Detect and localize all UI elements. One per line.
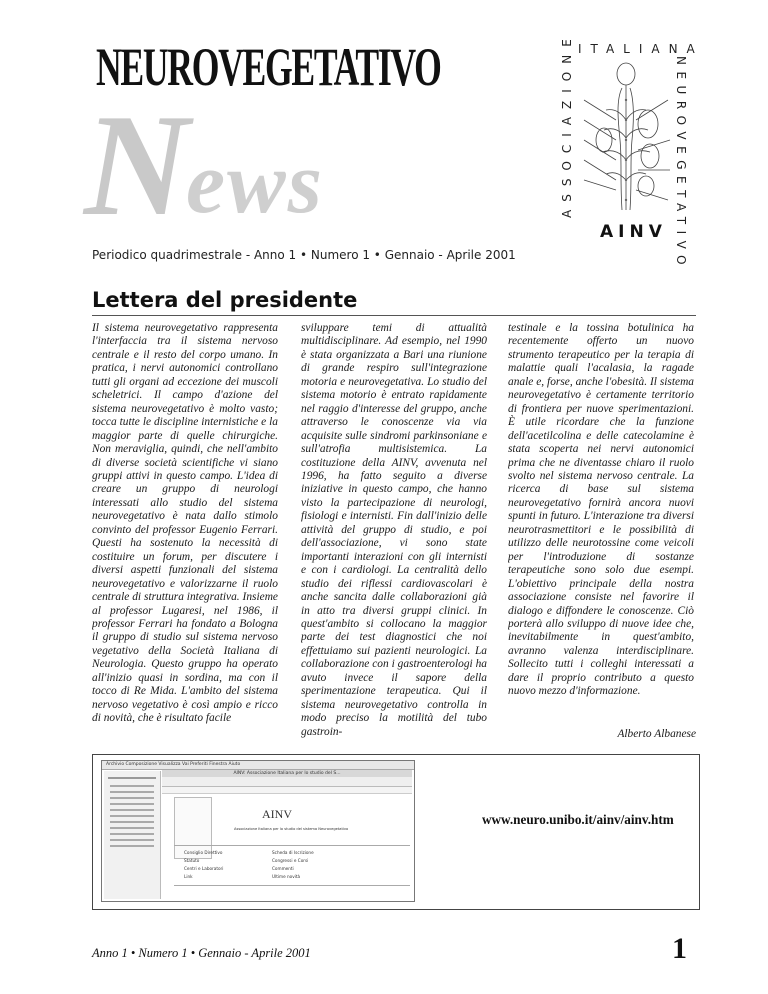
logo-acronym: AINV [600, 222, 667, 242]
article-column-3 [508, 322, 694, 726]
browser-toolbar [162, 777, 412, 787]
website-links-left [184, 849, 223, 881]
anatomy-figure-icon [576, 60, 682, 220]
masthead-subtitle: Periodico quadrimestrale - Anno 1 • Numero 1 • Gennaio - Aprile 2001 [92, 248, 516, 262]
website-link[interactable]: Ultime novità [272, 874, 301, 879]
website-divider [174, 845, 410, 846]
article-headline: Lettera del presidente [92, 288, 358, 312]
logo-top-text: ITALIANA [578, 42, 704, 56]
website-link[interactable]: Congressi e Corsi [272, 858, 309, 863]
browser-window-title: AINV: Associazione Italiana per lo studio del S... [162, 770, 412, 777]
website-link[interactable]: Centri e Laboratori [184, 866, 224, 871]
website-link[interactable]: Statuto [184, 858, 200, 863]
footer-issue: Anno 1 • Numero 1 • Gennaio - Aprile 2001 [92, 946, 311, 960]
headline-divider [92, 315, 696, 316]
website-link[interactable]: Consiglio Direttivo [184, 850, 223, 855]
website-link[interactable]: Scheda di Iscrizione [272, 850, 314, 855]
masthead-big-ews: ews [186, 135, 324, 232]
browser-address-bar [162, 787, 412, 794]
column-text: Il sistema neurovegetativo rappresenta l'interfaccia tra il sistema nervoso centrale e il resto del corpo umano. In pratica, i nervi autonomici controllano tutti gli organi ad eccezione dei muscoli scheletrici. Il campo d'azione del sistema neurovegetativo è molto vasto; tocca tutte le discipline internistiche e la maggior parte di quelle chirurgiche. Non meraviglia, quindi, che nell'ambito di diverse società scientifiche vi siano gruppi attivi in questo campo. L'idea di creare un gruppo di neurologi interessati allo studio del sistema neurovegetativo è nata dallo stimolo convinto del professor Eugenio Ferrari. Questi ha sostenuto la necessità di costituire un forum, per discutere i diversi aspetti funzionali del sistema neurovegetativo e valorizzarne il ruolo centrale di struttura integrativa. Insieme al professor Lugaresi, nel 1986, il professor Ferrari ha fondato a Bologna il gruppo di studio sul sistema nervoso vegetativo della Società Italiana di Neurologia. Questo gruppo ha operato all'inizio quasi in sordina, ma con il tocco di Re Mida. L'ambito del sistema nervoso vegetativo è così ampio e ricco di novità, che è risultato facile [92, 322, 278, 725]
page-number: 1 [672, 932, 687, 965]
logo-left-text: ASSOCIAZIONE [560, 31, 574, 218]
article-column-2 [301, 322, 487, 756]
masthead-big-n: N [84, 84, 186, 246]
column-text: testinale e la tossina botulinica ha recentemente offerto un nuovo strumento terapeutico per la terapia di malattie quali l'acalasia, la ragade anale e, forse, anche l'obesità. Il sistema neurovegetativo è certamente territorio di frontiera per nuove sperimentazioni. È utile ricordare che la funzione dell'acetilcolina e delle catecolamine è stata scoperta nei nervi autonomici prima che ne diventasse chiaro il ruolo svolto nel sistema nervoso centrale. La ricerca di base sul sistema neurovegetativo fornirà ancora nuovi spunti in futuro. L'interazione tra diversi neurotrasmettitori e le possibilità di utilizzo delle neurotossine come veicoli per l'introduzione di sostanze terapeutiche sono solo due esempi. L'obiettivo principale della nostra associazione consiste nel favorire il dialogo e diffondere le conoscenze. Ciò porterà allo sviluppo di nuove idee che, inevitabilmente in quest'ambito, avranno valenza interdisciplinare. Sollecito tutti i colleghi interessati a dare il proprio contributo a questo nuovo mezzo d'informazione. [508, 322, 694, 698]
website-link[interactable]: Link [184, 874, 193, 879]
column-text: sviluppare temi di attualità multidisciplinare. Ad esempio, nel 1990 è stata organizzata a Bari una riunione di grande respiro sull'integrazione motoria e neurovegetativa. Lo studio del sistema motorio è entrato rapidamente nel raggio d'interesse del gruppo, anche attraverso le conoscenze via via acquisite sulle sindromi parkinsoniane e sull'atrofia multisistemica. La costituzione della AINV, avvenuta nel 1996, ha fatto seguito a diverse iniziative in questo campo, che hanno visto la partecipazione di neurologi, fisiologi e internisti. Fin dall'inizio delle attività del gruppo di studio, e poi dell'associazione, vi sono state importanti interazioni con gli internisti e con i cardiologi. La centralità dello studio dei riflessi cardiovascolari è anche sancita dalle collaborazioni già in atto tra diversi gruppi clinici. In quest'ambito si collocano la maggior parte dei test diagnostici che noi effettuiamo sui pazienti neurologici. La collaborazione con i gastroenterologi ha avuto invece il sapore della sperimentazione terapeutica. Qui il sistema neurovegetativo controlla in modo preciso la motilità del tubo gastroin- [301, 322, 487, 738]
website-link[interactable]: Commenti [272, 866, 294, 871]
article-column-1 [92, 322, 278, 756]
website-heading: AINV [262, 807, 292, 821]
website-footer-divider [174, 885, 410, 886]
browser-menubar: Archivio Composizione Visualizza Vai Preferiti Finestra Aiuto [102, 761, 415, 770]
masthead-title: NEUROVEGETATIVO [96, 37, 441, 97]
browser-sidebar [104, 771, 161, 899]
website-links-right [272, 849, 314, 881]
author-signature: Alberto Albanese [617, 728, 696, 740]
website-tagline: Associazione Italiana per lo studio del sistema Neurovegetativo [234, 827, 349, 831]
website-url[interactable]: www.neuro.unibo.it/ainv/ainv.htm [482, 812, 674, 827]
website-screenshot [101, 760, 415, 902]
logo-right-text: NEUROVEGETATIVO [674, 56, 688, 272]
